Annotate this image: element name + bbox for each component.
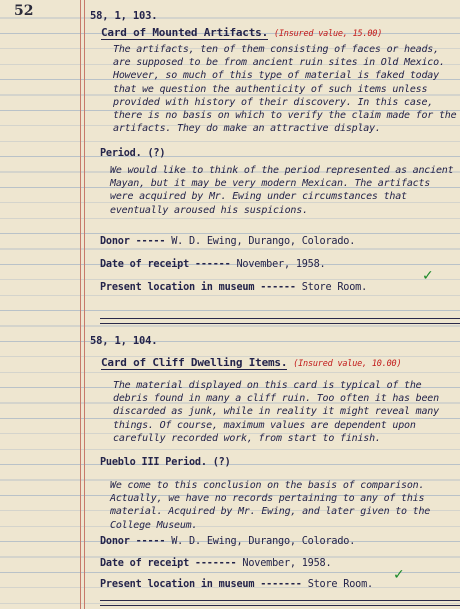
- entry-description: The artifacts, ten of them consisting of faces or heads, are supposed to be from ancient ruin sites in Old Mexico. However, so much of this type of material is faked today that we question the authenticity of such items unless provided with history of their discovery. In this case, there is no basis on which to verify the claim made for the artifacts. They do make an attractive display.: [113, 44, 457, 135]
- donor-label: Donor -----: [100, 536, 166, 547]
- receipt-value: November, 1958.: [242, 558, 332, 569]
- location-label: Present location in museum -------: [100, 579, 302, 590]
- receipt-label: Date of receipt ------: [100, 259, 231, 270]
- margin-line-right: [84, 0, 85, 609]
- entry-title-line: [101, 26, 382, 41]
- period-text: We would like to think of the period represented as ancient Mayan, but it may be very modern Mexican. The artifacts were acquired by Mr. Ewing under circumstances that eventually aroused his suspicions.: [110, 165, 454, 216]
- location-line: [100, 281, 367, 294]
- location-value: Store Room.: [307, 579, 373, 590]
- donor-label: Donor -----: [100, 236, 166, 247]
- insured-value: (Insured value, 10.00): [293, 359, 402, 369]
- location-label: Present location in museum ------: [100, 282, 296, 293]
- entry-title: Card of Mounted Artifacts.: [101, 26, 268, 39]
- margin-line-left: [80, 0, 81, 609]
- entry-separator: [100, 600, 460, 606]
- catalog-number: 58, 1, 104.: [90, 335, 158, 347]
- receipt-value: November, 1958.: [236, 259, 326, 270]
- location-line: [100, 578, 373, 591]
- entry-description: The material displayed on this card is typical of the debris found in many a cliff ruin. Too often it has been discarded as junk, while in reality it might reveal many things. Of course, maximum values are dependent upon carefully recorded work, from start to finish.: [113, 380, 439, 444]
- catalog-number: 58, 1, 103.: [90, 10, 158, 22]
- receipt-line: [100, 557, 331, 570]
- entry-separator: [100, 318, 460, 324]
- page-number: 52: [14, 3, 34, 19]
- period-label: Pueblo III Period. (?): [100, 457, 231, 468]
- donor-line: [100, 235, 355, 248]
- receipt-label: Date of receipt -------: [100, 558, 237, 569]
- period-text: We come to this conclusion on the basis of comparison. Actually, we have no records pertaining to any of this material. Acquired by Mr. Ewing, and later given to the College Museum.: [110, 480, 431, 531]
- receipt-line: [100, 258, 326, 271]
- donor-value: W. D. Ewing, Durango, Colorado.: [171, 536, 356, 547]
- checkmark-icon: ✓: [393, 567, 405, 583]
- donor-value: W. D. Ewing, Durango, Colorado.: [171, 236, 356, 247]
- period-label: Period. (?): [100, 148, 166, 159]
- insured-value: (Insured value, 15.00): [273, 29, 383, 39]
- location-value: Store Room.: [301, 282, 368, 293]
- entry-title-line: [101, 356, 401, 371]
- entry-title: Card of Cliff Dwelling Items.: [101, 356, 288, 369]
- checkmark-icon: ✓: [422, 268, 434, 284]
- donor-line: [100, 535, 355, 548]
